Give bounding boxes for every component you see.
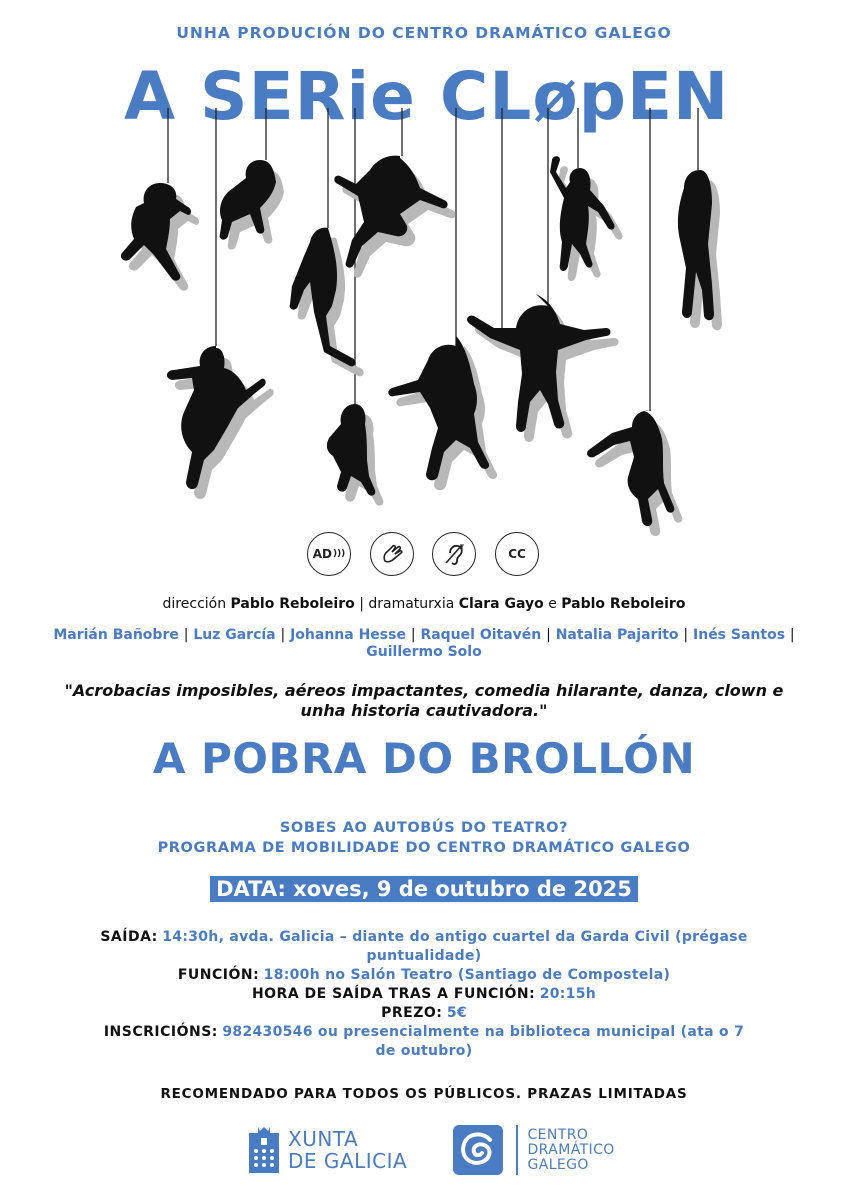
and-word: e bbox=[548, 596, 557, 612]
registration-row bbox=[60, 1023, 788, 1061]
registration-value: 982430546 ou presencialmente na biblioteca municipal (ata o 7 de outubro) bbox=[222, 1024, 745, 1059]
departure-label: SAÍDA: bbox=[100, 929, 158, 945]
cast-member: Luz García bbox=[193, 627, 276, 643]
show-row bbox=[60, 966, 788, 985]
departure-value: 14:30h, avda. Galicia – diante do antigo cuartel da Garda Civil (prégase puntualidade) bbox=[162, 929, 748, 964]
closed-captions-label: CC bbox=[508, 547, 526, 561]
sign-language-icon bbox=[370, 532, 414, 576]
acrobat-7 bbox=[167, 346, 266, 489]
galicia-shield-icon bbox=[248, 1125, 280, 1175]
acrobat-3 bbox=[334, 156, 447, 268]
cdg-divider bbox=[516, 1125, 518, 1175]
price-label: PREZO: bbox=[381, 1005, 443, 1021]
show-value: 18:00h no Salón Teatro (Santiago de Compostela) bbox=[263, 967, 671, 983]
svg-text:T: T bbox=[460, 544, 465, 551]
return-value: 20:15h bbox=[539, 986, 597, 1002]
cast-member: Johanna Hesse bbox=[290, 627, 406, 643]
cdg-line-3: GALEGO bbox=[527, 1156, 589, 1173]
writer-name-1: Clara Gayo bbox=[458, 596, 544, 612]
xunta-line-1: XUNTA bbox=[288, 1127, 359, 1151]
cast-member: Guillermo Solo bbox=[366, 644, 482, 660]
dramaturgy-label: dramaturxia bbox=[368, 596, 455, 612]
show-label: FUNCIÓN: bbox=[177, 967, 260, 983]
trip-info bbox=[60, 928, 788, 1061]
cast-member: Natalia Pajarito bbox=[555, 627, 679, 643]
accessibility-icons bbox=[0, 532, 848, 576]
direction-label: dirección bbox=[162, 596, 227, 612]
audio-description-label: AD bbox=[312, 547, 332, 561]
bus-program bbox=[0, 818, 848, 858]
price-value: 5€ bbox=[446, 1005, 467, 1021]
cdg-line-1: CENTRO bbox=[527, 1126, 589, 1143]
xunta-logo bbox=[248, 1124, 407, 1176]
acrobat-6 bbox=[290, 228, 356, 367]
xunta-line-2: DE GALICIA bbox=[288, 1149, 408, 1173]
acrobat-9 bbox=[388, 336, 489, 480]
audio-description-icon: AD ))) bbox=[307, 532, 351, 576]
cdg-wordmark bbox=[528, 1128, 615, 1173]
cast-list: Marián Bañobre | Luz García | Johanna Hesse | Raquel Oitavén | Natalia Pajarito | Inés Santos | Guillermo Solo bbox=[53, 627, 795, 660]
date-banner bbox=[0, 876, 848, 902]
cast-member: Raquel Oitavén bbox=[420, 627, 542, 643]
writer-name-2: Pablo Reboleiro bbox=[561, 596, 686, 612]
location-heading: A POBRA DO BROLLÓN bbox=[152, 734, 696, 783]
closed-captions-icon bbox=[495, 532, 539, 576]
mobility-program: PROGRAMA DE MOBILIDADE DO CENTRO DRAMÁTICO GALEGO bbox=[157, 840, 691, 856]
recommendation-note: RECOMENDADO PARA TODOS OS PÚBLICOS. PRAZAS LIMITADAS bbox=[160, 1086, 688, 1102]
cast-member: Inés Santos bbox=[693, 627, 786, 643]
hearing-loop-icon bbox=[432, 532, 476, 576]
show-title: A SERie CLøpEN bbox=[124, 58, 730, 135]
xunta-wordmark bbox=[288, 1128, 407, 1172]
acrobat-10 bbox=[467, 294, 610, 432]
cdg-emblem-icon bbox=[452, 1124, 504, 1176]
review-quote: "Acrobacias imposibles, aéreos impactantes, comedia hilarante, danza, clown e unha historia cautivadora." bbox=[64, 681, 784, 720]
bus-question: SOBES AO AUTOBÚS DO TEATRO? bbox=[279, 820, 569, 836]
cdg-line-2: DRAMÁTICO bbox=[527, 1141, 615, 1158]
cdg-logo bbox=[452, 1122, 615, 1178]
return-label: HORA DE SAÍDA TRAS A FUNCIÓN: bbox=[251, 986, 536, 1002]
event-date: DATA: xoves, 9 de outubro de 2025 bbox=[210, 876, 638, 902]
price-row bbox=[60, 1004, 788, 1023]
registration-label: INSCRICIÓNS: bbox=[103, 1024, 218, 1040]
director-name: Pablo Reboleiro bbox=[230, 596, 355, 612]
producer-line: UNHA PRODUCIÓN DO CENTRO DRAMÁTICO GALEGO bbox=[176, 24, 672, 42]
hanging-acrobats-illustration bbox=[110, 108, 740, 558]
cast-member: Marián Bañobre bbox=[53, 627, 179, 643]
return-row bbox=[60, 985, 788, 1004]
credits-line: dirección Pablo Reboleiro | dramaturxia Clara Gayo e Pablo Reboleiro bbox=[162, 596, 686, 612]
departure-row bbox=[60, 928, 788, 966]
